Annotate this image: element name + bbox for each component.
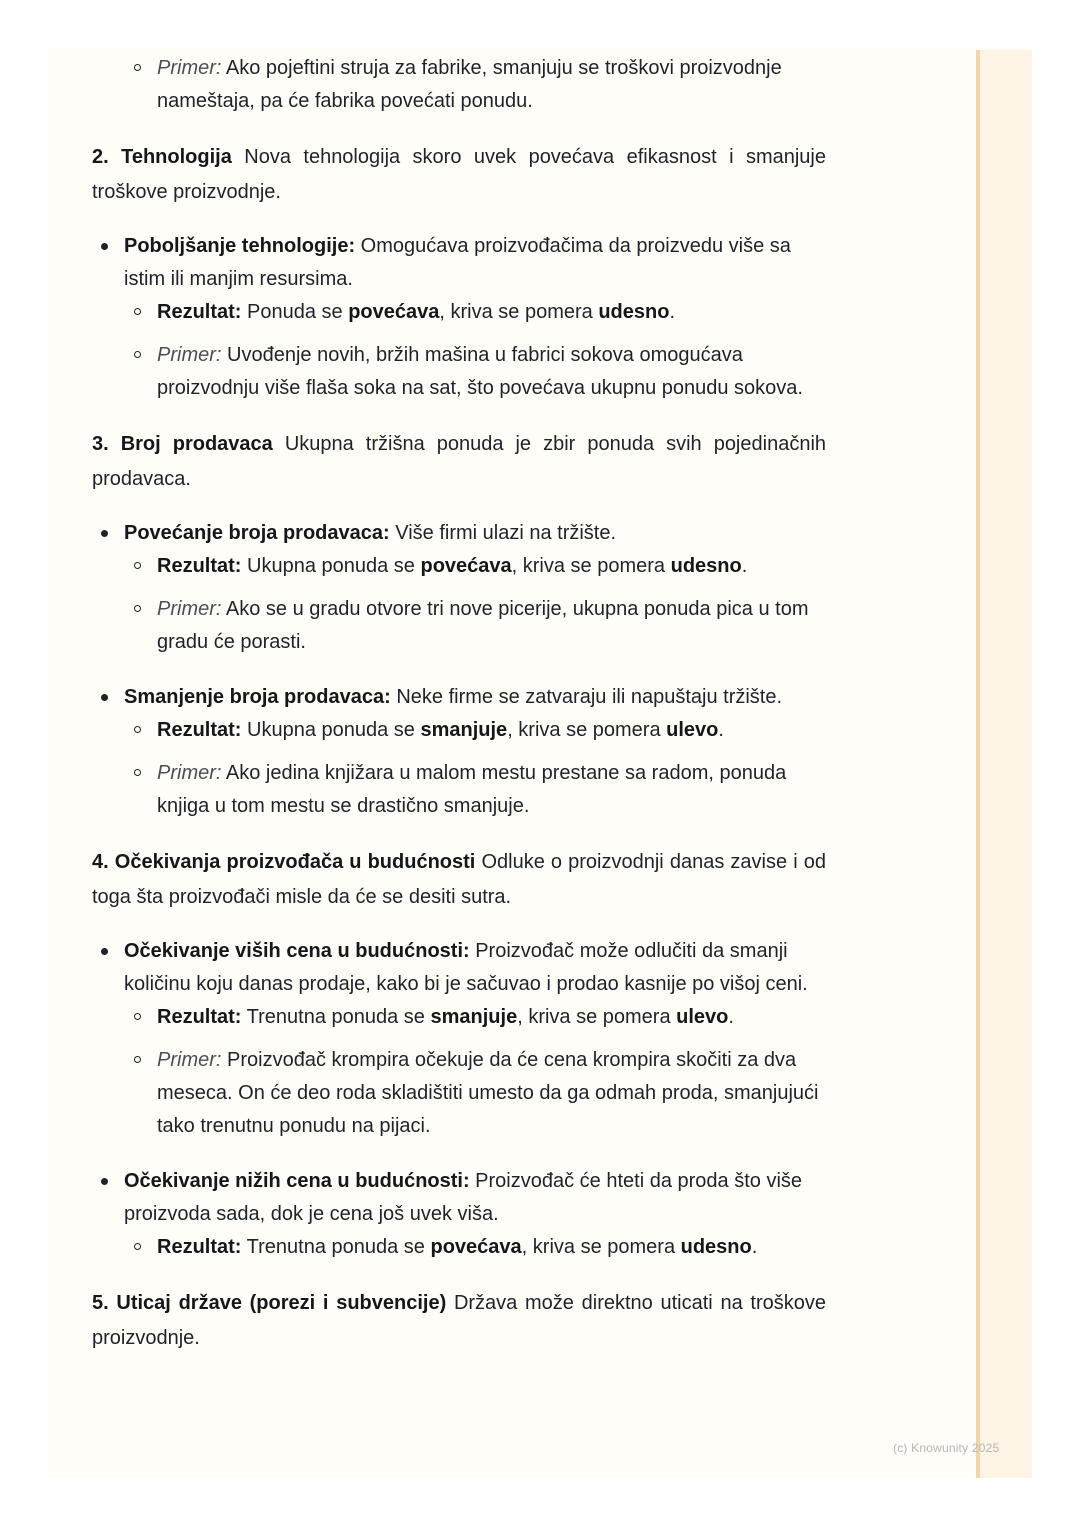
section-text: Ukupna tržišna ponuda je zbir ponuda svih pojedinačnih prodavaca.: [92, 433, 827, 490]
example-item: [157, 1044, 826, 1143]
example-label: Primer:: [157, 57, 222, 79]
result-end: .: [728, 1006, 734, 1028]
bullet-text: Neke firme se zatvaraju ili napuštaju tržište.: [390, 686, 783, 708]
bullet-item: [124, 1165, 826, 1264]
result-text: Ukupna ponuda se: [241, 555, 421, 577]
section-paragraph: [92, 845, 826, 915]
result-text: Ukupna ponuda se: [241, 719, 421, 741]
bullet-text: Proizvođač će hteti da proda što više proizvoda sada, dok je cena još uvek viša.: [124, 1170, 803, 1225]
result-item: [157, 1001, 826, 1034]
example-text: Ako se u gradu otvore tri nove picerije, ukupna ponuda pica u tom gradu će porasti.: [157, 598, 809, 653]
result-item: [157, 714, 826, 747]
result-change: smanjuje: [430, 1006, 518, 1028]
result-label: Rezultat:: [157, 1236, 242, 1258]
bullet-label: Očekivanje viših cena u budućnosti:: [124, 940, 470, 962]
section-paragraph: [92, 1286, 826, 1356]
section-text: Odluke o proizvodnji danas zavise i od toga šta proizvođači misle da će se desiti sutra.: [92, 851, 826, 908]
result-text: , kriva se pomera: [521, 1236, 681, 1258]
bullet-label: Očekivanje nižih cena u budućnosti:: [124, 1170, 470, 1192]
section-heading: 2. Tehnologija: [92, 146, 232, 168]
result-end: .: [741, 555, 748, 577]
section-paragraph: [92, 140, 826, 210]
intro-example-list: [92, 52, 826, 118]
bullet-text: Više firmi ulazi na tržište.: [389, 522, 617, 544]
bullet-list: [92, 517, 826, 659]
sub-list: [124, 550, 826, 659]
result-change: povećava: [348, 301, 440, 323]
sub-list: [124, 714, 826, 823]
result-end: .: [751, 1236, 758, 1258]
section-heading: 3. Broj prodavaca: [92, 433, 273, 455]
sub-list: [124, 1231, 826, 1264]
bullet-list: [92, 935, 826, 1143]
result-item: [157, 296, 826, 329]
sub-list: [124, 296, 826, 405]
example-item: [157, 339, 826, 405]
bullet-list: [92, 1165, 826, 1264]
example-text: Uvođenje novih, bržih mašina u fabrici sokova omogućava proizvodnju više flaša soka na sat, što povećava ukupnu ponudu sokova.: [157, 344, 803, 399]
example-text: Ako pojeftini struja za fabrike, smanjuju se troškovi proizvodnje nameštaja, pa će fabrika povećati ponudu.: [157, 57, 782, 112]
section-heading: 4. Očekivanja proizvođača u budućnosti: [92, 851, 476, 873]
section-text: Nova tehnologija skoro uvek povećava efikasnost i smanjuje troškove proizvodnje.: [92, 146, 826, 203]
result-direction: udesno: [598, 301, 670, 323]
bullet-list: [92, 230, 826, 405]
result-text: Trenutna ponuda se: [241, 1006, 431, 1028]
bullet-item: [124, 517, 826, 659]
result-end: .: [718, 719, 724, 741]
bullet-label: Smanjenje broja prodavaca:: [124, 686, 391, 708]
example-item: [157, 593, 826, 659]
example-text: Proizvođač krompira očekuje da će cena krompira skočiti za dva meseca. On će deo roda skladištiti umesto da ga odmah proda, smanjujući tako trenutnu ponudu na pijaci.: [157, 1049, 819, 1137]
bullet-label: Povećanje broja prodavaca:: [124, 522, 390, 544]
section-heading: 5. Uticaj države (porezi i subvencije): [92, 1292, 447, 1314]
result-change: povećava: [430, 1236, 522, 1258]
result-text: Trenutna ponuda se: [241, 1236, 431, 1258]
result-text: , kriva se pomera: [511, 555, 671, 577]
result-item: [157, 550, 826, 583]
example-label: Primer:: [157, 762, 222, 784]
example-item: [157, 52, 826, 118]
result-label: Rezultat:: [157, 1006, 242, 1028]
result-text: , kriva se pomera: [507, 719, 667, 741]
result-text: , kriva se pomera: [517, 1006, 677, 1028]
bullet-text: Proizvođač može odlučiti da smanji količinu koju danas prodaje, kako bi je sačuvao i prodao kasnije po višoj ceni.: [124, 940, 808, 995]
side-margin-strip: [976, 50, 1032, 1478]
bullet-text: Omogućava proizvođačima da proizvedu više sa istim ili manjim resursima.: [124, 235, 791, 290]
bullet-item: [124, 230, 826, 405]
result-change: povećava: [420, 555, 512, 577]
result-text: , kriva se pomera: [439, 301, 599, 323]
example-label: Primer:: [157, 598, 222, 620]
example-text: Ako jedina knjižara u malom mestu prestane sa radom, ponuda knjiga u tom mestu se drastično smanjuje.: [157, 762, 787, 817]
bullet-item: [124, 681, 826, 823]
result-change: smanjuje: [420, 719, 508, 741]
copyright-footer: (c) Knowunity 2025: [893, 1441, 1000, 1455]
example-item: [157, 757, 826, 823]
side-margin-line: [976, 50, 980, 1478]
section-text: Država može direktno uticati na troškove proizvodnje.: [92, 1292, 826, 1349]
bullet-item: [124, 935, 826, 1143]
result-item: [157, 1231, 826, 1264]
section-paragraph: [92, 427, 826, 497]
example-label: Primer:: [157, 344, 222, 366]
bullet-label: Poboljšanje tehnologije:: [124, 235, 356, 257]
result-text: Ponuda se: [241, 301, 349, 323]
document-content: [92, 52, 826, 1356]
result-direction: ulevo: [666, 719, 719, 741]
result-direction: udesno: [670, 555, 742, 577]
result-label: Rezultat:: [157, 301, 242, 323]
sub-list: [124, 1001, 826, 1143]
result-label: Rezultat:: [157, 719, 242, 741]
result-label: Rezultat:: [157, 555, 242, 577]
example-label: Primer:: [157, 1049, 222, 1071]
result-direction: udesno: [680, 1236, 752, 1258]
result-end: .: [669, 301, 676, 323]
bullet-list: [92, 681, 826, 823]
result-direction: ulevo: [676, 1006, 729, 1028]
